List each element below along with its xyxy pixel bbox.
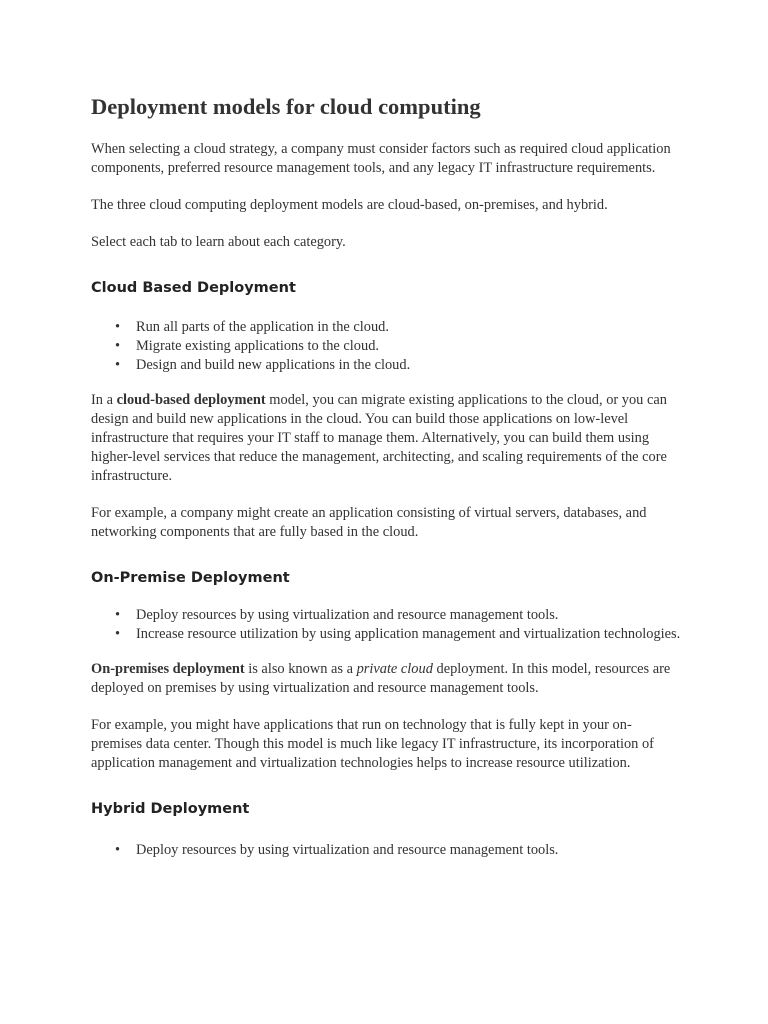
italic-term: private cloud — [356, 661, 433, 677]
cloud-paragraph-1 — [91, 391, 681, 486]
list-item-text: Increase resource utilization by using application management and virtualization technologies. — [136, 626, 681, 642]
bullet-icon: • — [115, 357, 121, 373]
text-run: deployment. In this model, resources are deployed on premises by using virtualization and resource management tools. — [91, 661, 671, 696]
section-heading-hybrid: Hybrid Deployment — [91, 801, 250, 817]
onprem-paragraph-2: For example, you might have applications that run on technology that is fully kept in your on-premises data center. Though this model is much like legacy IT infrastructure, its incorporation of application management and virtualization technologies helps to increase resource utilization. — [91, 717, 654, 771]
list-item-text: Migrate existing applications to the cloud. — [136, 338, 379, 354]
list-item-text: Design and build new applications in the cloud. — [136, 357, 411, 373]
hybrid-bullet-list — [91, 841, 681, 860]
list-item — [91, 318, 681, 337]
bold-term: cloud-based deployment — [116, 392, 266, 408]
list-item — [91, 356, 681, 375]
bullet-icon: • — [115, 842, 121, 858]
intro-paragraph-2: The three cloud computing deployment models are cloud-based, on-premises, and hybrid. — [91, 197, 608, 213]
list-item-text: Deploy resources by using virtualization and resource management tools. — [136, 607, 559, 623]
text-run: model, you can migrate existing applications to the cloud, or you can design and build new applications in the cloud. You can build those applications on low-level infrastructure that requires your IT staff to manage them. Alternatively, you can build them using higher-level services that reduce the management, architecting, and scaling requirements of the core infrastructure. — [91, 392, 667, 484]
text-run: In a — [91, 392, 117, 408]
section-heading-cloud: Cloud Based Deployment — [91, 280, 296, 296]
intro-paragraph-1: When selecting a cloud strategy, a company must consider factors such as required cloud application components, preferred resource management tools, and any legacy IT infrastructure requirements. — [91, 141, 671, 176]
cloud-paragraph-2: For example, a company might create an application consisting of virtual servers, databases, and networking components that are fully based in the cloud. — [91, 505, 647, 540]
text-run: is also known as a — [244, 661, 357, 677]
list-item-text: Deploy resources by using virtualization and resource management tools. — [136, 842, 559, 858]
cloud-bullet-list — [91, 318, 681, 375]
bullet-icon: • — [115, 319, 121, 335]
list-item — [91, 625, 681, 644]
onprem-paragraph-1 — [91, 660, 681, 698]
list-item — [91, 841, 681, 860]
onprem-bullet-list — [91, 606, 681, 644]
page-title: Deployment models for cloud computing — [91, 94, 481, 119]
list-item — [91, 606, 681, 625]
bold-term: On-premises deployment — [91, 661, 245, 677]
bullet-icon: • — [115, 338, 121, 354]
section-heading-onprem: On-Premise Deployment — [91, 570, 290, 586]
list-item — [91, 337, 681, 356]
intro-paragraph-3: Select each tab to learn about each category. — [91, 234, 346, 250]
bullet-icon: • — [115, 626, 121, 642]
document-content — [91, 92, 681, 860]
bullet-icon: • — [115, 607, 121, 623]
list-item-text: Run all parts of the application in the cloud. — [136, 319, 389, 335]
